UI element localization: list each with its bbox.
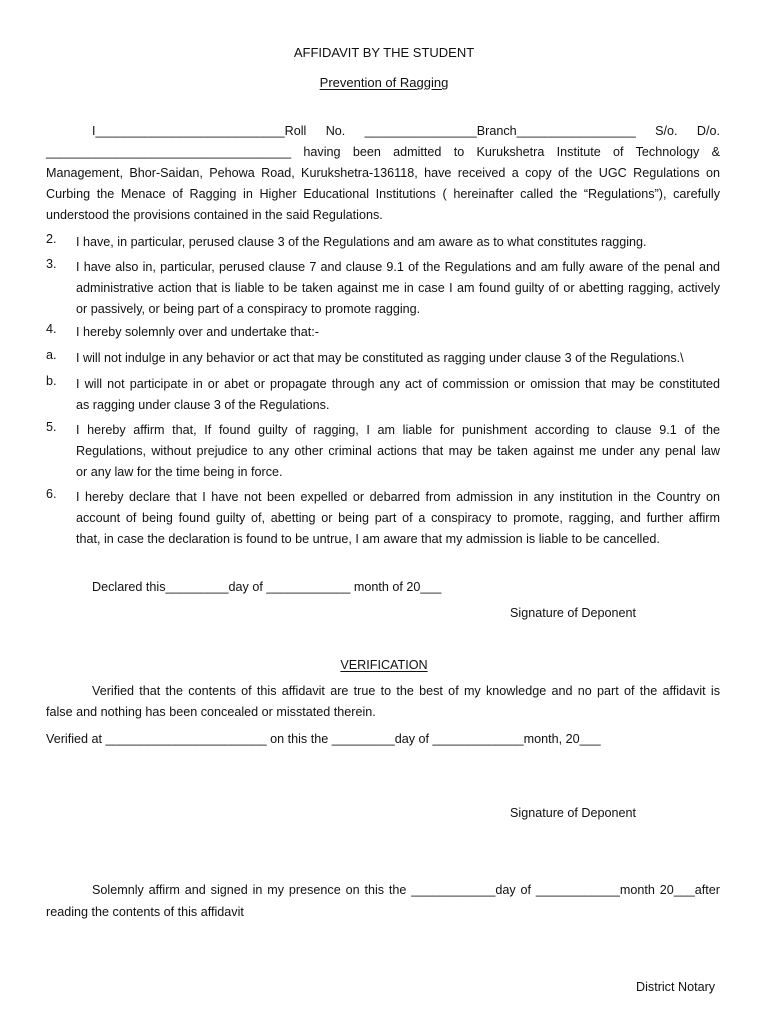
clause-text-line: administrative action that is liable to be taken against me in case I am found guilty of or abetting ragging, actively — [76, 281, 720, 295]
clause-text-line: I have, in particular, perused clause 3 of the Regulations and am aware as to what constitutes ragging. — [76, 235, 647, 249]
solemn-line-2: reading the contents of this affidavit — [46, 905, 244, 919]
clause-number: 2. — [46, 232, 57, 246]
intro-line-2: ___________________________________ having been admitted to Kurukshetra Institute of Technology & — [46, 145, 720, 159]
clause-text-line: account of being found guilty of, abetting or being part of a conspiracy to promote, ragging, and further affirm — [76, 511, 720, 525]
clause-text-line: I hereby affirm that, If found guilty of ragging, I am liable for punishment according to clause 9.1 of the — [76, 423, 720, 437]
verification-line-1: Verified that the contents of this affidavit are true to the best of my knowledge and no part of the affidavit is — [92, 684, 720, 698]
intro-line-4: Curbing the Menace of Ragging in Higher Educational Institutions ( hereinafter called the “Regulations”), carefully — [46, 187, 720, 201]
clause-item — [46, 487, 720, 550]
clause-text-line: or passively, or being part of a conspiracy to promote ragging. — [76, 302, 421, 316]
clause-number: 3. — [46, 257, 57, 271]
signature-of-deponent-1: Signature of Deponent — [510, 606, 637, 620]
clause-text-line: I will not indulge in any behavior or act that may be constituted as ragging under clause 3 of the Regulations.\ — [76, 351, 684, 365]
clause-number: 5. — [46, 420, 57, 434]
clause-item — [46, 232, 720, 253]
intro-line-5: understood the provisions contained in the said Regulations. — [46, 208, 383, 222]
clause-text — [76, 374, 720, 416]
district-notary: District Notary — [636, 980, 716, 994]
signature-of-deponent-2: Signature of Deponent — [510, 806, 637, 820]
clause-text-line: I will not participate in or abet or propagate through any act of commission or omission that may be constituted — [76, 377, 720, 391]
clause-text — [76, 257, 720, 320]
clause-item — [46, 420, 720, 483]
clause-text — [76, 322, 720, 343]
document-title: AFFIDAVIT BY THE STUDENT — [293, 45, 475, 60]
clause-number: a. — [46, 348, 57, 362]
clause-number: 4. — [46, 322, 57, 336]
clause-text — [76, 420, 720, 483]
clause-item — [46, 257, 720, 320]
clause-text-line: or any law for the time being in force. — [76, 465, 283, 479]
declared-line: Declared this_________day of ____________ month of 20___ — [92, 580, 442, 594]
clause-item — [46, 374, 720, 416]
solemn-line-1: Solemnly affirm and signed in my presence on this the ____________day of ____________month 20___after — [92, 883, 720, 897]
clause-text-line: as ragging under clause 3 of the Regulations. — [76, 398, 330, 412]
clause-text-line: I hereby declare that I have not been expelled or debarred from admission in any institution in the Country on — [76, 490, 720, 504]
clause-text — [76, 232, 720, 253]
clause-text-line: I hereby solemnly over and undertake that:- — [76, 325, 319, 339]
clause-text-line: that, in case the declaration is found to be untrue, I am aware that my admission is liable to be cancelled. — [76, 532, 660, 546]
intro-line-3: Management, Bhor-Saidan, Pehowa Road, Kurukshetra-136118, have received a copy of the UGC Regulations on — [46, 166, 720, 180]
intro-line-1: I___________________________Roll No. ________________Branch_________________ S/o. D/o. — [92, 124, 720, 138]
verification-line-3: Verified at _______________________ on this the _________day of _____________month, 20___ — [46, 732, 601, 746]
clause-number: 6. — [46, 487, 57, 501]
clause-item — [46, 348, 720, 369]
clause-item — [46, 322, 720, 343]
document-subtitle: Prevention of Ragging — [319, 75, 449, 90]
clause-text — [76, 348, 720, 369]
clause-text-line: I have also in, particular, perused clause 7 and clause 9.1 of the Regulations and am fully aware of the penal and — [76, 260, 720, 274]
verification-heading: VERIFICATION — [340, 658, 428, 672]
clause-text-line: Regulations, without prejudice to any other criminal actions that may be taken against me under any penal law — [76, 444, 720, 458]
verification-line-2: false and nothing has been concealed or misstated therein. — [46, 705, 376, 719]
clause-number: b. — [46, 374, 57, 388]
clause-text — [76, 487, 720, 550]
